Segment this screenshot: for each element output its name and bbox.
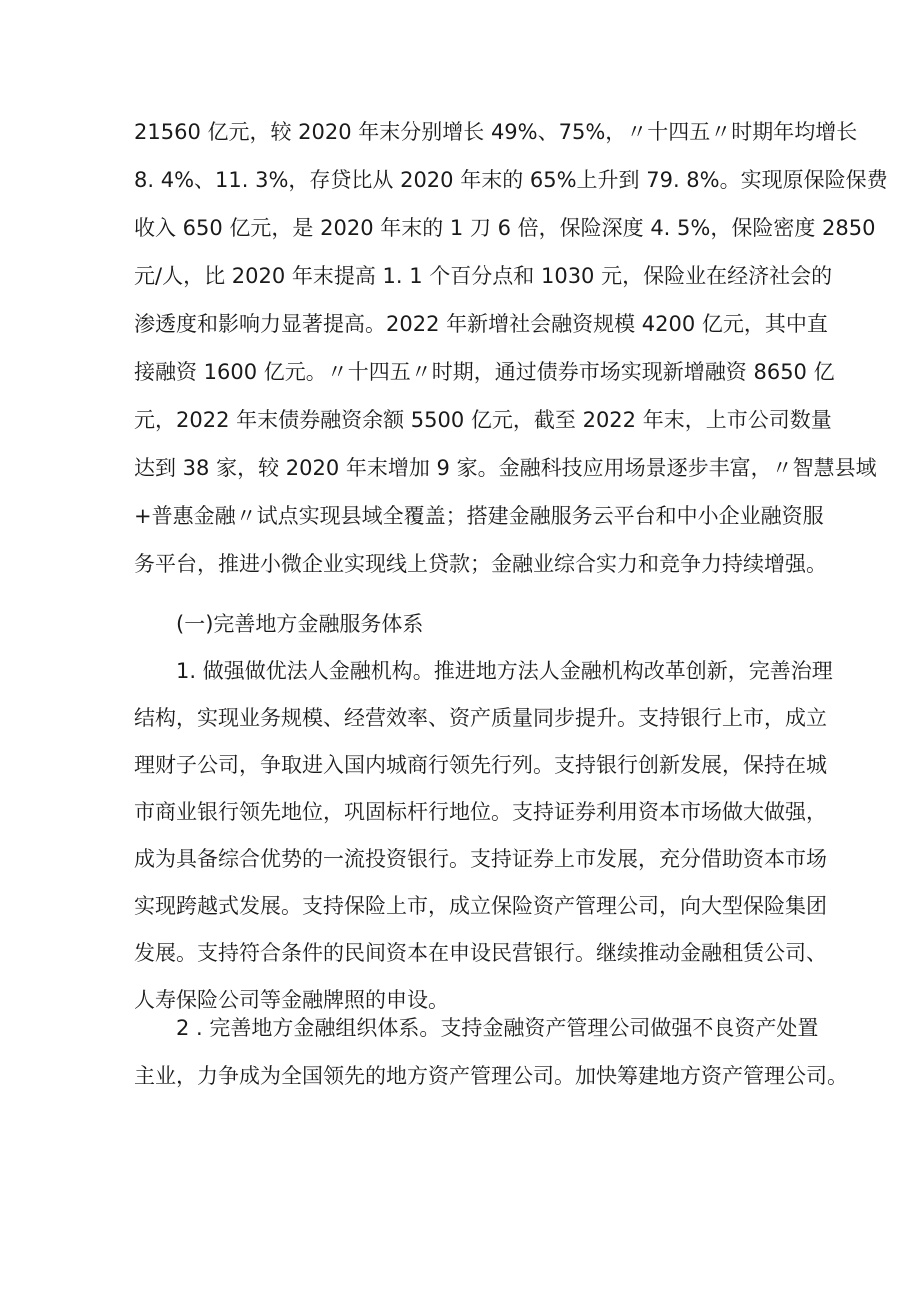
- text-line: 8. 4%、11. 3%，存贷比从 2020 年末的 65%上升到 79. 8%。实现原保险保费: [134, 168, 888, 192]
- section-heading: [134, 600, 794, 648]
- text-line: 元，2022 年末债券融资余额 5500 亿元，截至 2022 年末，上市公司数量: [134, 408, 832, 432]
- text-line: 务平台，推进小微企业实现线上贷款；金融业综合实力和竞争力持续增强。: [134, 552, 827, 576]
- text-line: +普惠金融〃试点实现县域全覆盖；搭建金融服务云平台和中小企业融资服: [134, 504, 824, 528]
- text-line: 结构，实现业务规模、经营效率、资产质量同步提升。支持银行上市，成立: [134, 706, 827, 730]
- text-line: 实现跨越式发展。支持保险上市，成立保险资产管理公司，向大型保险集团: [134, 894, 827, 918]
- text-line: 接融资 1600 亿元。〃十四五〃时期，通过债券市场实现新增融资 8650 亿: [134, 360, 835, 384]
- text-line: 渗透度和影响力显著提高。2022 年新增社会融资规模 4200 亿元，其中直: [134, 312, 828, 336]
- text-line: 1. 做强做优法人金融机构。推进地方法人金融机构改革创新，完善治理: [176, 659, 833, 683]
- text-line: 市商业银行领先地位，巩固标杆行地位。支持证券利用资本市场做大做强，: [134, 800, 827, 824]
- text-line: 主业，力争成为全国领先的地方资产管理公司。加快筹建地方资产管理公司。: [134, 1064, 848, 1088]
- text-line: 2 . 完善地方金融组织体系。支持金融资产管理公司做强不良资产处置: [176, 1016, 819, 1040]
- intro-paragraph: [134, 108, 888, 588]
- text-line: 成为具备综合优势的一流投资银行。支持证券上市发展，充分借助资本市场: [134, 847, 827, 871]
- text-line: 理财子公司，争取进入国内城商行领先行列。支持银行创新发展，保持在城: [134, 753, 827, 777]
- text-line: 达到 38 家，较 2020 年末增加 9 家。金融科技应用场景逐步丰富，〃智慧县域: [134, 456, 877, 480]
- section-heading-text: (一)完善地方金融服务体系: [176, 612, 424, 636]
- item-2-paragraph: [134, 1004, 848, 1100]
- text-line: 人寿保险公司等金融牌照的申设。: [134, 988, 449, 1012]
- text-line: 元/人，比 2020 年末提高 1. 1 个百分点和 1030 元，保险业在经济社会的: [134, 264, 833, 288]
- text-line: 21560 亿元，较 2020 年末分别增长 49%、75%，〃十四五〃时期年均增长: [134, 120, 858, 144]
- item-1-paragraph: [134, 648, 833, 1024]
- text-line: 收入 650 亿元，是 2020 年末的 1 刀 6 倍，保险深度 4. 5%，保险密度 2850: [134, 216, 876, 240]
- text-line: 发展。支持符合条件的民间资本在申设民营银行。继续推动金融租赁公司、: [134, 941, 827, 965]
